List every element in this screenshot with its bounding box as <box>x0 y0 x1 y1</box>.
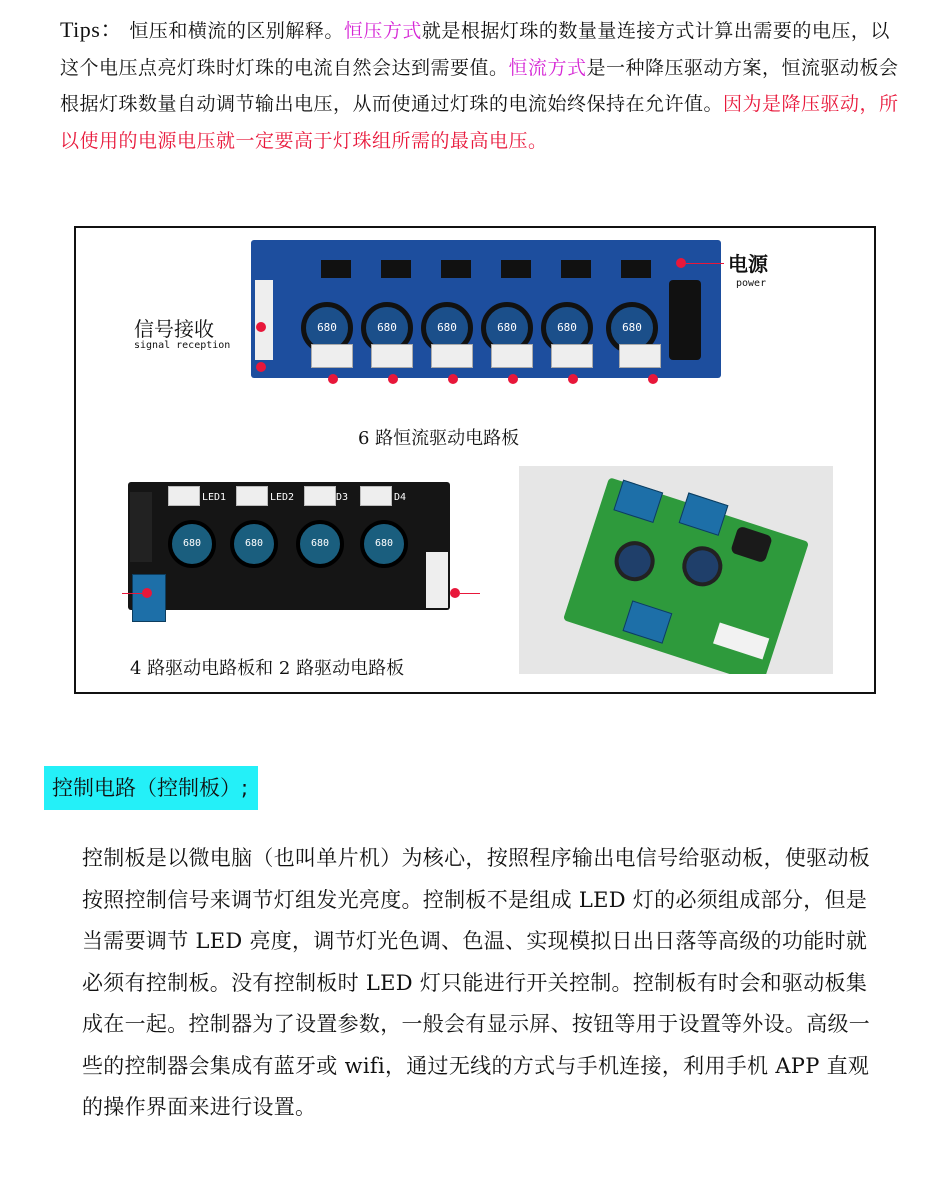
inductor-coil <box>609 536 659 586</box>
led-plug <box>360 486 392 506</box>
terminal-block <box>613 480 663 523</box>
inductor-coil: 680 <box>296 520 344 568</box>
led4-label: D4 <box>394 492 407 503</box>
section-heading-control-circuit: 控制电路（控制板）; <box>44 766 258 810</box>
inductor-coil: 680 <box>361 302 413 354</box>
inductor-coil: 680 <box>606 302 658 354</box>
chip <box>621 260 651 278</box>
marker-dot <box>508 374 518 384</box>
marker-dot <box>676 258 686 268</box>
output-connector <box>431 344 473 368</box>
terminal-block <box>622 600 672 643</box>
chip <box>381 260 411 278</box>
marker-dot <box>256 322 266 332</box>
led1-label: LED1 <box>202 492 227 503</box>
chip <box>501 260 531 278</box>
inductor-coil: 680 <box>541 302 593 354</box>
constant-voltage-explain: 就是根据灯珠的数量量连接方式计算出需要的电压，以这个电压点亮灯珠时灯珠的电流自然会达到需要值。 <box>60 20 890 79</box>
power-pointer-line <box>686 263 724 264</box>
signal-connector <box>255 280 273 360</box>
marker-dot <box>142 588 152 598</box>
marker-dot <box>388 374 398 384</box>
chip <box>321 260 351 278</box>
six-channel-board-image <box>251 240 721 378</box>
led-plug <box>236 486 268 506</box>
terminal-block <box>679 492 729 535</box>
marker-dot <box>328 374 338 384</box>
inductor-coil: 680 <box>168 520 216 568</box>
chip <box>561 260 591 278</box>
marker-dot <box>450 588 460 598</box>
led2-label: LED2 <box>270 492 295 503</box>
signal-label-en: signal reception <box>134 340 231 351</box>
output-connector <box>311 344 353 368</box>
marker-dot <box>256 362 266 372</box>
four-two-channel-caption: 4 路驱动电路板和 2 路驱动电路板 <box>130 658 405 679</box>
led-plug <box>168 486 200 506</box>
two-channel-board-photo <box>519 466 833 674</box>
power-label-en: power <box>736 278 767 289</box>
inductor-coil: 680 <box>230 520 278 568</box>
output-connector <box>551 344 593 368</box>
signal-connector <box>713 622 769 659</box>
constant-current-explain: 是一种降压驱动方案，恒流驱动板会根据灯珠数量自动调节输出电压，从而使通过灯珠的电流始终保持在允许值。 <box>60 56 899 115</box>
capacitor <box>669 280 701 360</box>
output-connector <box>619 344 661 368</box>
driver-board-figure <box>74 226 876 694</box>
tips-lead: Tips： <box>60 17 123 42</box>
step-down-warning: 因为是降压驱动，所以使用的电源电压就一定要高于灯珠组所需的最高电压。 <box>60 93 899 152</box>
capacitor <box>130 492 152 562</box>
tips-intro: 恒压和横流的区别解释。 <box>129 20 344 42</box>
power-label-cn: 电源 <box>728 252 768 276</box>
green-pcb <box>563 477 809 674</box>
output-connector <box>491 344 533 368</box>
tips-paragraph <box>60 12 900 159</box>
inductor-coil: 680 <box>360 520 408 568</box>
power-terminal <box>132 574 166 622</box>
pointer-line <box>460 593 480 594</box>
six-channel-caption: 6 路恒流驱动电路板 <box>358 428 520 449</box>
inductor-coil <box>677 541 727 591</box>
marker-dot <box>448 374 458 384</box>
output-connector <box>371 344 413 368</box>
signal-connector <box>426 552 448 608</box>
capacitor <box>730 526 773 564</box>
inductor-coil: 680 <box>301 302 353 354</box>
control-board-paragraph: 控制板是以微电脑（也叫单片机）为核心，按照程序输出电信号给驱动板，使驱动板按照控制信号来调节灯组发光亮度。控制板不是组成 LED 灯的必须组成部分，但是当需要调节 LED 亮度，调节灯光色调、色温、实现模拟日出日落等高级的功能时就必须有控制板。没有控制板时 LED 灯只能进行开关控制。控制板有时会和驱动板集成在一起。控制器为了设置参数，一般会有显示屏、按钮等用于设置等外设。高级一些的控制器会集成有蓝牙或 wifi，通过无线的方式与手机连接，利用手机 APP 直观的操作界面来进行设置。 <box>82 846 871 1119</box>
led3-label: D3 <box>336 492 349 503</box>
constant-voltage-term: 恒压方式 <box>343 20 422 42</box>
led-plug <box>304 486 336 506</box>
inductor-coil: 680 <box>481 302 533 354</box>
chip <box>441 260 471 278</box>
constant-current-term: 恒流方式 <box>508 56 587 79</box>
marker-dot <box>648 374 658 384</box>
four-channel-board-image <box>128 482 450 610</box>
pointer-line <box>122 593 142 594</box>
marker-dot <box>568 374 578 384</box>
inductor-coil: 680 <box>421 302 473 354</box>
signal-label-cn: 信号接收 <box>134 317 214 341</box>
